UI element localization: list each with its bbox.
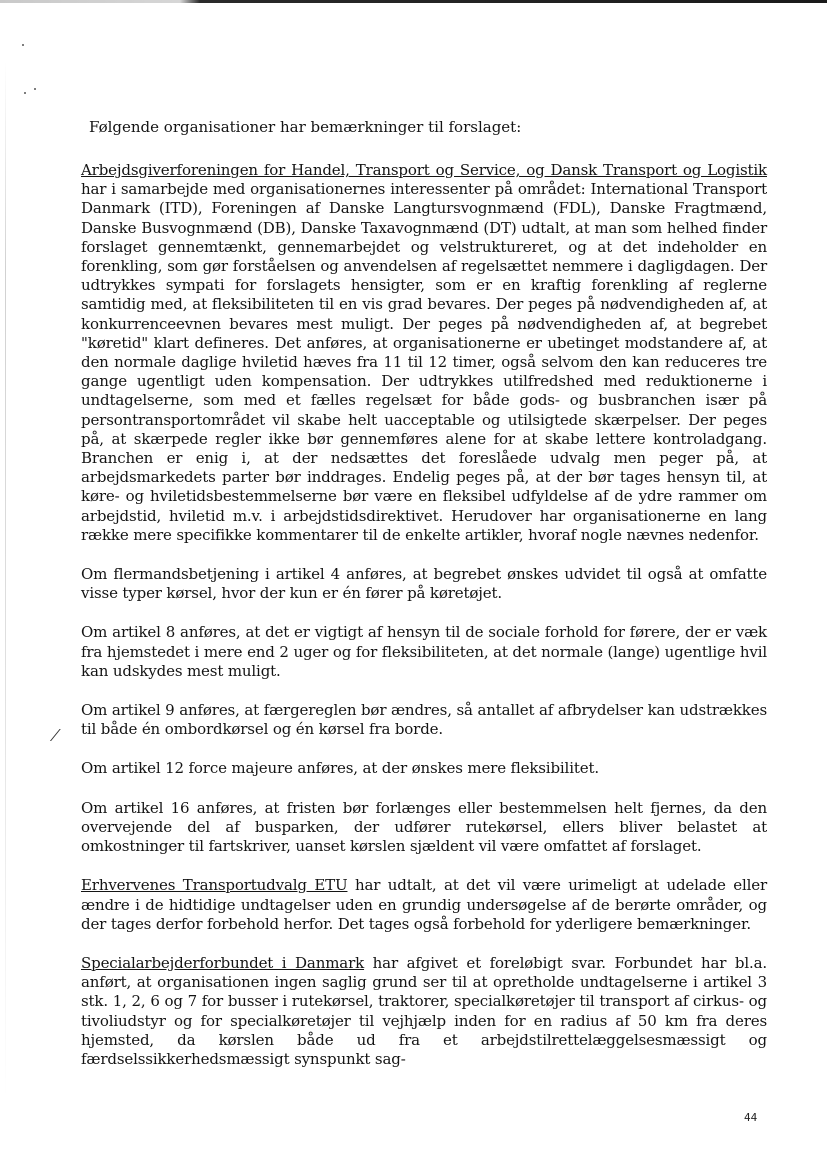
- paragraph-text: har udtalt, at det vil være urimeligt at udelade eller ændre i de hidtidige undtagelser uden en grundig undersøgelse af de berørte områder, og der tages derfor forbehold herfor. Det tages også forbehold for yderligere bemærkninger.: [81, 876, 767, 933]
- page-number: 44: [744, 1111, 758, 1124]
- paragraph-sid: [81, 954, 767, 1069]
- paragraph-artikel-4: [81, 565, 767, 603]
- organisation-name: Erhvervenes Transportudvalg ETU: [81, 876, 348, 895]
- paragraph-text: Om artikel 8 anføres, at det er vigtigt af hensyn til de sociale forhold for førere, der er væk fra hjemstedet i mere end 2 uger og for fleksibiliteten, at det normale (lange) ugentlige hvil kan udskydes mest muligt.: [81, 623, 767, 680]
- scan-speck: [22, 44, 24, 46]
- paragraph-text: har afgivet et foreløbigt svar. Forbundet har bl.a. anført, at organisationen ingen saglig grund ser til at opretholde undtagelserne i artikel 3 stk. 1, 2, 6 og 7 for busser i rutekørsel, traktorer, specialkøretøjer til transport af cirkus- og tivoliudstyr og for specialkøretøjer til vejhjælp inden for en radius af 50 km fra deres hjemsted, da kørslen både ud fra et arbejdstilrettelæggelsesmæssigt og færdselssikkerhedsmæssigt synspunkt sag-: [81, 953, 768, 1068]
- scan-speck: [24, 92, 26, 94]
- paragraph-text: Om artikel 9 anføres, at færgereglen bør ændres, så antallet af afbrydelser kan udstrækkes til både én ombordkørsel og én kørsel fra borde.: [81, 701, 767, 739]
- margin-handwritten-mark: ⁄: [54, 726, 57, 745]
- scan-speck: [34, 88, 36, 90]
- paragraph-artikel-12: [81, 759, 767, 778]
- paragraph-text: Om artikel 12 force majeure anføres, at der ønskes mere fleksibilitet.: [81, 759, 599, 778]
- organisation-name: Specialarbejderforbundet i Danmark: [81, 953, 365, 972]
- organisation-name: Arbejdsgiverforeningen for Handel, Transport og Service, og Dansk Transport og Logistik: [81, 161, 767, 179]
- intro-text: Følgende organisationer har bemærkninger til forslaget:: [89, 118, 522, 136]
- paragraph-atl-dtl: [81, 161, 767, 545]
- scan-left-edge: [5, 60, 6, 1100]
- paragraph-artikel-16: [81, 799, 767, 857]
- paragraph-artikel-8: [81, 623, 767, 681]
- paragraph-text: Om artikel 16 anføres, at fristen bør forlænges eller bestemmelsen helt fjernes, da den overvejende del af busparken, der udfører rutekørsel, ellers bliver belastet at omkostninger til fartskriver, uanset kørslen sjældent vil være omfattet af forslaget.: [81, 798, 767, 856]
- paragraph-etu: [81, 876, 767, 934]
- top-edge-rule: [0, 0, 827, 3]
- document-body: [81, 118, 767, 1089]
- paragraph-text: har i samarbejde med organisationernes interessenter på området: International Transport Danmark (ITD), Foreningen af Danske Langtursvognmænd (FDL), Danske Fragtmænd, Danske Busvognmænd (DB), Danske Taxavognmænd (DT) udtalt, at man som helhed finder forslaget gennemtænkt, gennemarbejdet og velstruktureret, og at det indeholder en forenkling, som gør forståelsen og anvendelsen af regelsættet nemmere i dagligdagen. Der udtrykkes sympati for forslagets hensigter, som er en kraftig forenkling af reglerne samtidig med, at fleksibiliteten til en vis grad bevares. Der peges på nødvendigheden af, at konkurrenceevnen bevares mest muligt. Der peges på nødvendigheden af, at begrebet "køretid" klart defineres. Det anføres, at organisationerne er ubetinget modstandere af, at den normale daglige hviletid hæves fra 11 til 12 timer, også selvom den kan reduceres tre gange ugentligt uden kompensation. Der udtrykkes utilfredshed med reduktionerne i undtagelserne, som med et fælles regelsæt for både gods- og busbranchen især på persontransportområdet vil skabe helt uacceptable og utilsigtede skærpelser. Der peges på, at skærpede regler ikke bør gennemføres alene for at skabe lettere kontroladgang. Branchen er enig i, at der nedsættes det foreslåede udvalg men peger på, at arbejdsmarkedets parter bør inddrages. Endelig peges på, at der bør tages hensyn til, at køre- og hviletidsbestemmelserne bør være en fleksibel udfyldelse af de ydre rammer om arbejdstid, hviletid m.v. i arbejdstidsdirektivet. Herudover har organisationerne en lang række mere specifikke kommentarer til de enkelte artikler, hvoraf nogle nævnes nedenfor.: [81, 180, 767, 544]
- paragraph-artikel-9: [81, 701, 767, 739]
- paragraph-text: Om flermandsbetjening i artikel 4 anføres, at begrebet ønskes udvidet til også at omfatte visse typer kørsel, hvor der kun er én fører på køretøjet.: [81, 565, 767, 603]
